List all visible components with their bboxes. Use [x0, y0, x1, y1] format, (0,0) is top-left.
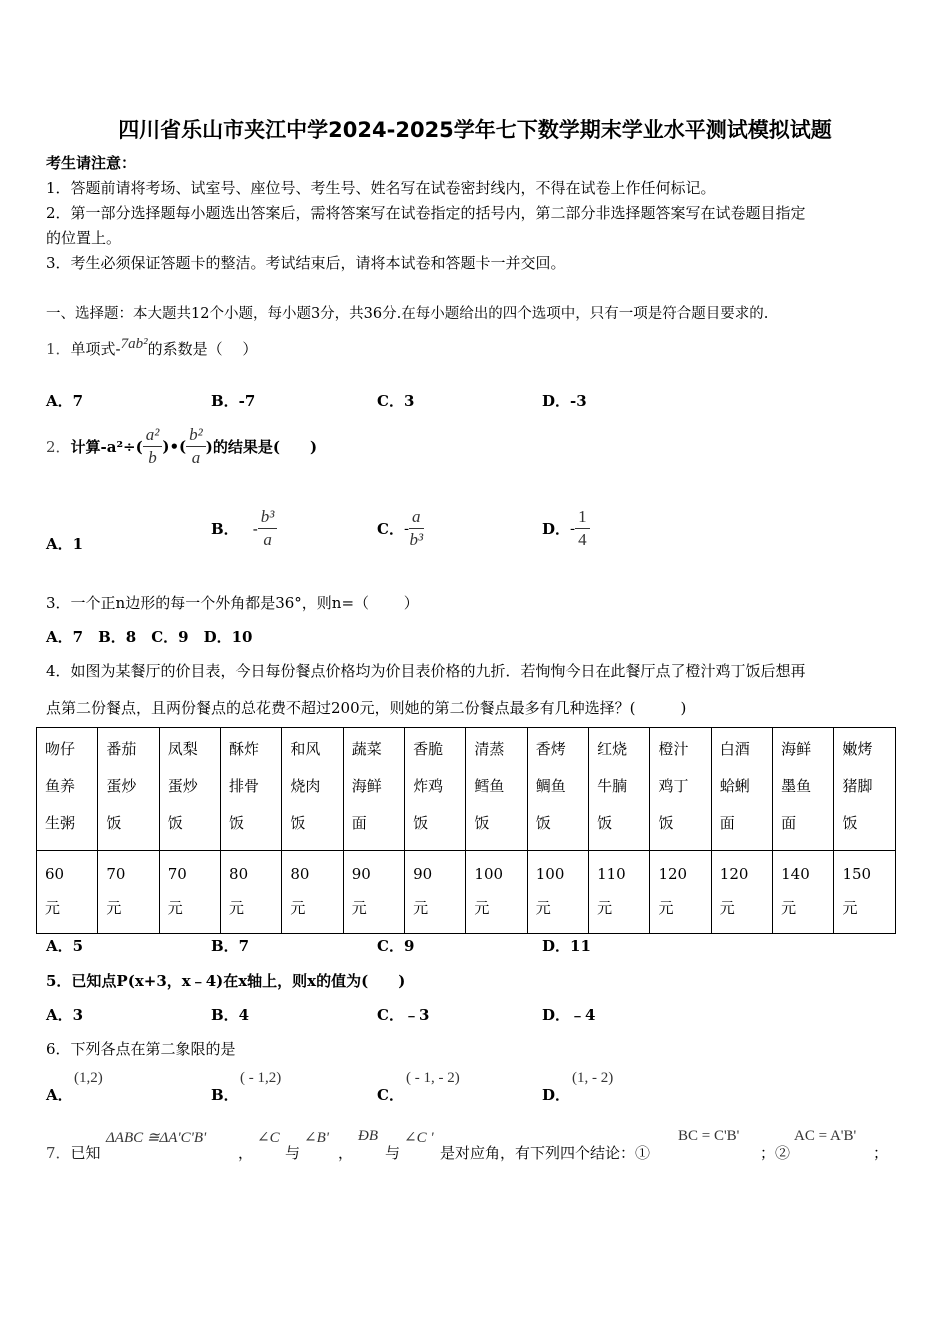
notice-item: 1．答题前请将考场、试室号、座位号、考生号、姓名写在试卷密封线内，不得在试卷上作任何标记。	[46, 179, 716, 197]
menu-name-line: 猪脚	[842, 777, 873, 795]
menu-name-line: 饭	[658, 814, 674, 832]
menu-price-line: 元	[290, 899, 306, 917]
menu-item-name	[834, 728, 896, 851]
option-d[interactable]: D．﹣4	[542, 1006, 596, 1024]
menu-name-line: 和风	[290, 740, 321, 758]
menu-name-line: 生粥	[45, 814, 76, 832]
point-c: ( - 1, - 2)	[406, 1070, 460, 1086]
math-angle: ∠C	[257, 1130, 280, 1146]
menu-name-line: 面	[719, 814, 735, 832]
menu-name-line: 饭	[229, 814, 245, 832]
fraction-numerator: b²	[186, 424, 206, 447]
menu-item-price	[37, 851, 98, 934]
menu-price-line: 元	[719, 899, 735, 917]
menu-name-line: 橙汁	[658, 740, 689, 758]
menu-price-line: 元	[474, 899, 490, 917]
menu-price-line: 100	[535, 865, 565, 883]
menu-name-line: 排骨	[229, 777, 260, 795]
menu-item-name	[650, 728, 711, 851]
menu-price-line: 元	[167, 899, 183, 917]
menu-item-name	[405, 728, 466, 851]
fraction	[409, 506, 424, 551]
menu-price-line: 150	[842, 865, 872, 883]
question-text: 与	[285, 1144, 301, 1162]
menu-item-price	[834, 851, 896, 934]
minus-sign: -	[570, 519, 576, 538]
option-a[interactable]: A．1	[46, 535, 84, 553]
minus-sign: -	[252, 519, 258, 538]
table-row	[37, 728, 896, 851]
menu-name-line: 鲷鱼	[535, 777, 566, 795]
question-text: ；②	[760, 1144, 791, 1162]
menu-name-line: 蛋炒	[167, 777, 198, 795]
option-c[interactable]: C．﹣3	[377, 1006, 430, 1024]
option-b[interactable]: B．7	[211, 937, 250, 955]
option-label: B．	[211, 520, 239, 538]
fraction	[186, 424, 206, 469]
notice-item: 2．第一部分选择题每小题选出答案后，需将答案写在试卷指定的括号内，第二部分非选择题答案写在试卷题目指定	[46, 204, 806, 222]
option-d[interactable]: D．-3	[542, 392, 587, 410]
menu-price-line: 90	[351, 865, 371, 883]
option-d[interactable]: D．	[542, 1086, 571, 1104]
math-angle: ÐB	[358, 1128, 378, 1144]
fraction-numerator: 1	[575, 506, 590, 529]
option-c[interactable]	[377, 506, 424, 551]
fraction-denominator: a	[191, 448, 201, 467]
menu-item-price	[405, 851, 466, 934]
question-text: 是对应角，有下列四个结论：①	[440, 1144, 651, 1162]
option-c[interactable]: C．3	[377, 392, 415, 410]
menu-item-price	[159, 851, 220, 934]
math-equation: AC = A'B'	[794, 1128, 857, 1144]
menu-item-price	[282, 851, 343, 934]
math-expression: 7ab²	[120, 336, 148, 352]
menu-item-price	[343, 851, 404, 934]
point-d: (1, - 2)	[572, 1070, 614, 1086]
question-text: 已知	[70, 1144, 101, 1162]
menu-name-line: 海鲜	[351, 777, 382, 795]
menu-price-line: 80	[290, 865, 310, 883]
menu-item-price	[773, 851, 834, 934]
option-a[interactable]: A．7	[46, 392, 84, 410]
menu-name-line: 炸鸡	[413, 777, 444, 795]
math-congruence: ΔABC ≅ΔA'C'B'	[106, 1130, 207, 1146]
menu-price-line: 110	[597, 865, 626, 883]
menu-name-line: 鸡丁	[658, 777, 689, 795]
menu-name-line: 饭	[106, 814, 122, 832]
option-b[interactable]: B．	[211, 1086, 239, 1104]
menu-name-line: 海鲜	[781, 740, 812, 758]
menu-name-line: 饭	[474, 814, 490, 832]
menu-name-line: 蛋炒	[106, 777, 137, 795]
fraction-denominator: b	[148, 448, 157, 467]
question-text: )•(	[162, 437, 187, 456]
menu-name-line: 嫩烤	[842, 740, 873, 758]
menu-name-line: 面	[351, 814, 367, 832]
menu-price-line: 元	[842, 899, 858, 917]
math-angle: ∠B'	[304, 1130, 329, 1146]
question-7	[46, 1142, 101, 1163]
menu-price-line: 60	[45, 865, 65, 883]
menu-price-line: 120	[719, 865, 749, 883]
menu-name-line: 红烧	[597, 740, 628, 758]
punct: ；	[873, 1144, 889, 1162]
menu-price-line: 80	[229, 865, 249, 883]
option-label: D．	[542, 520, 571, 538]
menu-item-name	[773, 728, 834, 851]
question-text: 的系数是（ ）	[147, 340, 258, 358]
question-text: 单项式-	[70, 340, 121, 358]
question-text: 与	[385, 1144, 401, 1162]
menu-name-line: 凤梨	[167, 740, 198, 758]
menu-name-line: 饭	[842, 814, 858, 832]
menu-item-name	[466, 728, 527, 851]
menu-price-line: 70	[106, 865, 126, 883]
option-a[interactable]: A．	[46, 1086, 73, 1104]
menu-name-line: 鳕鱼	[474, 777, 505, 795]
question-number: 7．	[46, 1144, 71, 1162]
menu-name-line: 牛腩	[597, 777, 628, 795]
menu-price-line: 元	[351, 899, 367, 917]
menu-name-line: 番茄	[106, 740, 137, 758]
section-heading: 一、选择题：本大题共12个小题，每小题3分，共36分.在每小题给出的四个选项中，只有一项是符合题目要求的.	[46, 306, 769, 322]
menu-price-line: 70	[167, 865, 187, 883]
option-d[interactable]	[542, 506, 590, 551]
option-label: C．	[377, 520, 404, 538]
question-3: 3．一个正n边形的每一个外角都是36°，则n=（ ）	[46, 594, 419, 612]
fraction	[143, 424, 163, 469]
menu-name-line: 饭	[167, 814, 183, 832]
punct: ，	[238, 1144, 254, 1162]
page-title: 四川省乐山市夹江中学2024-2025学年七下数学期末学业水平测试模拟试题	[118, 118, 832, 142]
menu-price-line: 元	[535, 899, 551, 917]
fraction	[575, 506, 590, 551]
menu-item-price	[527, 851, 588, 934]
menu-item-name	[37, 728, 98, 851]
fraction-denominator: a	[263, 530, 272, 549]
question-text: 计算-a²÷(	[70, 438, 143, 456]
q3-options[interactable]: A．7 B．8 C．9 D．10	[46, 628, 253, 646]
option-c[interactable]: C．	[377, 1086, 404, 1104]
menu-name-line: 面	[781, 814, 797, 832]
question-4: 4．如图为某餐厅的价目表，今日每份餐点价格均为价目表价格的九折．若恂恂今日在此餐厅点了橙汁鸡丁饭后想再	[46, 662, 806, 680]
notice-item: 的位置上。	[46, 229, 122, 247]
menu-name-line: 饭	[597, 814, 613, 832]
menu-name-line: 清蒸	[474, 740, 505, 758]
menu-item-name	[589, 728, 650, 851]
menu-name-line: 饭	[413, 814, 429, 832]
minus-sign: -	[403, 519, 410, 538]
menu-item-name	[159, 728, 220, 851]
menu-item-price	[221, 851, 282, 934]
menu-name-line: 烧肉	[290, 777, 321, 795]
menu-item-price	[589, 851, 650, 934]
question-6: 6．下列各点在第二象限的是	[46, 1040, 236, 1058]
menu-item-name	[343, 728, 404, 851]
menu-item-name	[282, 728, 343, 851]
menu-item-name	[98, 728, 159, 851]
menu-price-line: 元	[106, 899, 122, 917]
point-b: ( - 1,2)	[240, 1070, 282, 1086]
fraction-denominator: 4	[578, 530, 587, 549]
menu-price-line: 元	[658, 899, 674, 917]
fraction	[258, 506, 278, 551]
notice-heading: 考生请注意：	[46, 154, 137, 172]
menu-name-line: 白酒	[719, 740, 750, 758]
math-equation: BC = C'B'	[678, 1128, 740, 1144]
question-4-cont: 点第二份餐点，且两份餐点的总花费不超过200元，则她的第二份餐点最多有几种选择？( )	[46, 699, 687, 717]
point-a: (1,2)	[74, 1070, 103, 1086]
math-angle: ∠C '	[404, 1130, 434, 1146]
menu-item-name	[527, 728, 588, 851]
table-row	[37, 851, 896, 934]
option-b[interactable]: B．-7	[211, 392, 256, 410]
menu-name-line: 蔬菜	[351, 740, 382, 758]
option-b[interactable]: B．4	[211, 1006, 250, 1024]
menu-price-line: 元	[413, 899, 429, 917]
menu-price-line: 100	[474, 865, 504, 883]
menu-price-line: 元	[781, 899, 797, 917]
menu-name-line: 香烤	[535, 740, 566, 758]
fraction-numerator: b³	[258, 506, 278, 529]
menu-item-price	[98, 851, 159, 934]
menu-name-line: 香脆	[413, 740, 444, 758]
menu-price-line: 元	[597, 899, 613, 917]
fraction-numerator: a	[409, 506, 424, 529]
question-2	[46, 424, 317, 469]
option-b[interactable]	[211, 506, 277, 551]
question-5: 5．已知点P(x+3，x﹣4)在x轴上，则x的值为( )	[46, 972, 406, 990]
option-c[interactable]: C．9	[377, 937, 415, 955]
notice-item: 3．考生必须保证答题卡的整洁。考试结束后，请将本试卷和答题卡一并交回。	[46, 254, 566, 272]
fraction-numerator: a²	[143, 424, 163, 447]
menu-item-price	[650, 851, 711, 934]
menu-name-line: 饭	[290, 814, 306, 832]
menu-price-line: 元	[229, 899, 245, 917]
price-table	[36, 727, 896, 934]
menu-name-line: 鱼养	[45, 777, 76, 795]
question-number: 1．	[46, 340, 71, 358]
menu-item-price	[711, 851, 772, 934]
question-text: )的结果是( )	[205, 438, 318, 456]
menu-name-line: 墨鱼	[781, 777, 812, 795]
option-a[interactable]: A．3	[46, 1006, 84, 1024]
menu-price-line: 90	[413, 865, 433, 883]
option-d[interactable]: D．11	[542, 937, 591, 955]
menu-price-line: 140	[781, 865, 810, 883]
menu-price-line: 120	[658, 865, 688, 883]
menu-price-line: 元	[45, 899, 61, 917]
fraction-denominator: b³	[409, 530, 424, 549]
question-1	[46, 338, 257, 359]
menu-name-line: 饭	[535, 814, 551, 832]
menu-name-line: 蛤蜊	[719, 777, 750, 795]
menu-name-line: 酥炸	[229, 740, 260, 758]
punct: ，	[338, 1144, 354, 1162]
menu-item-name	[221, 728, 282, 851]
option-a[interactable]: A．5	[46, 937, 84, 955]
menu-item-name	[711, 728, 772, 851]
menu-item-price	[466, 851, 527, 934]
menu-name-line: 吻仔	[45, 740, 76, 758]
question-number: 2．	[46, 438, 71, 456]
